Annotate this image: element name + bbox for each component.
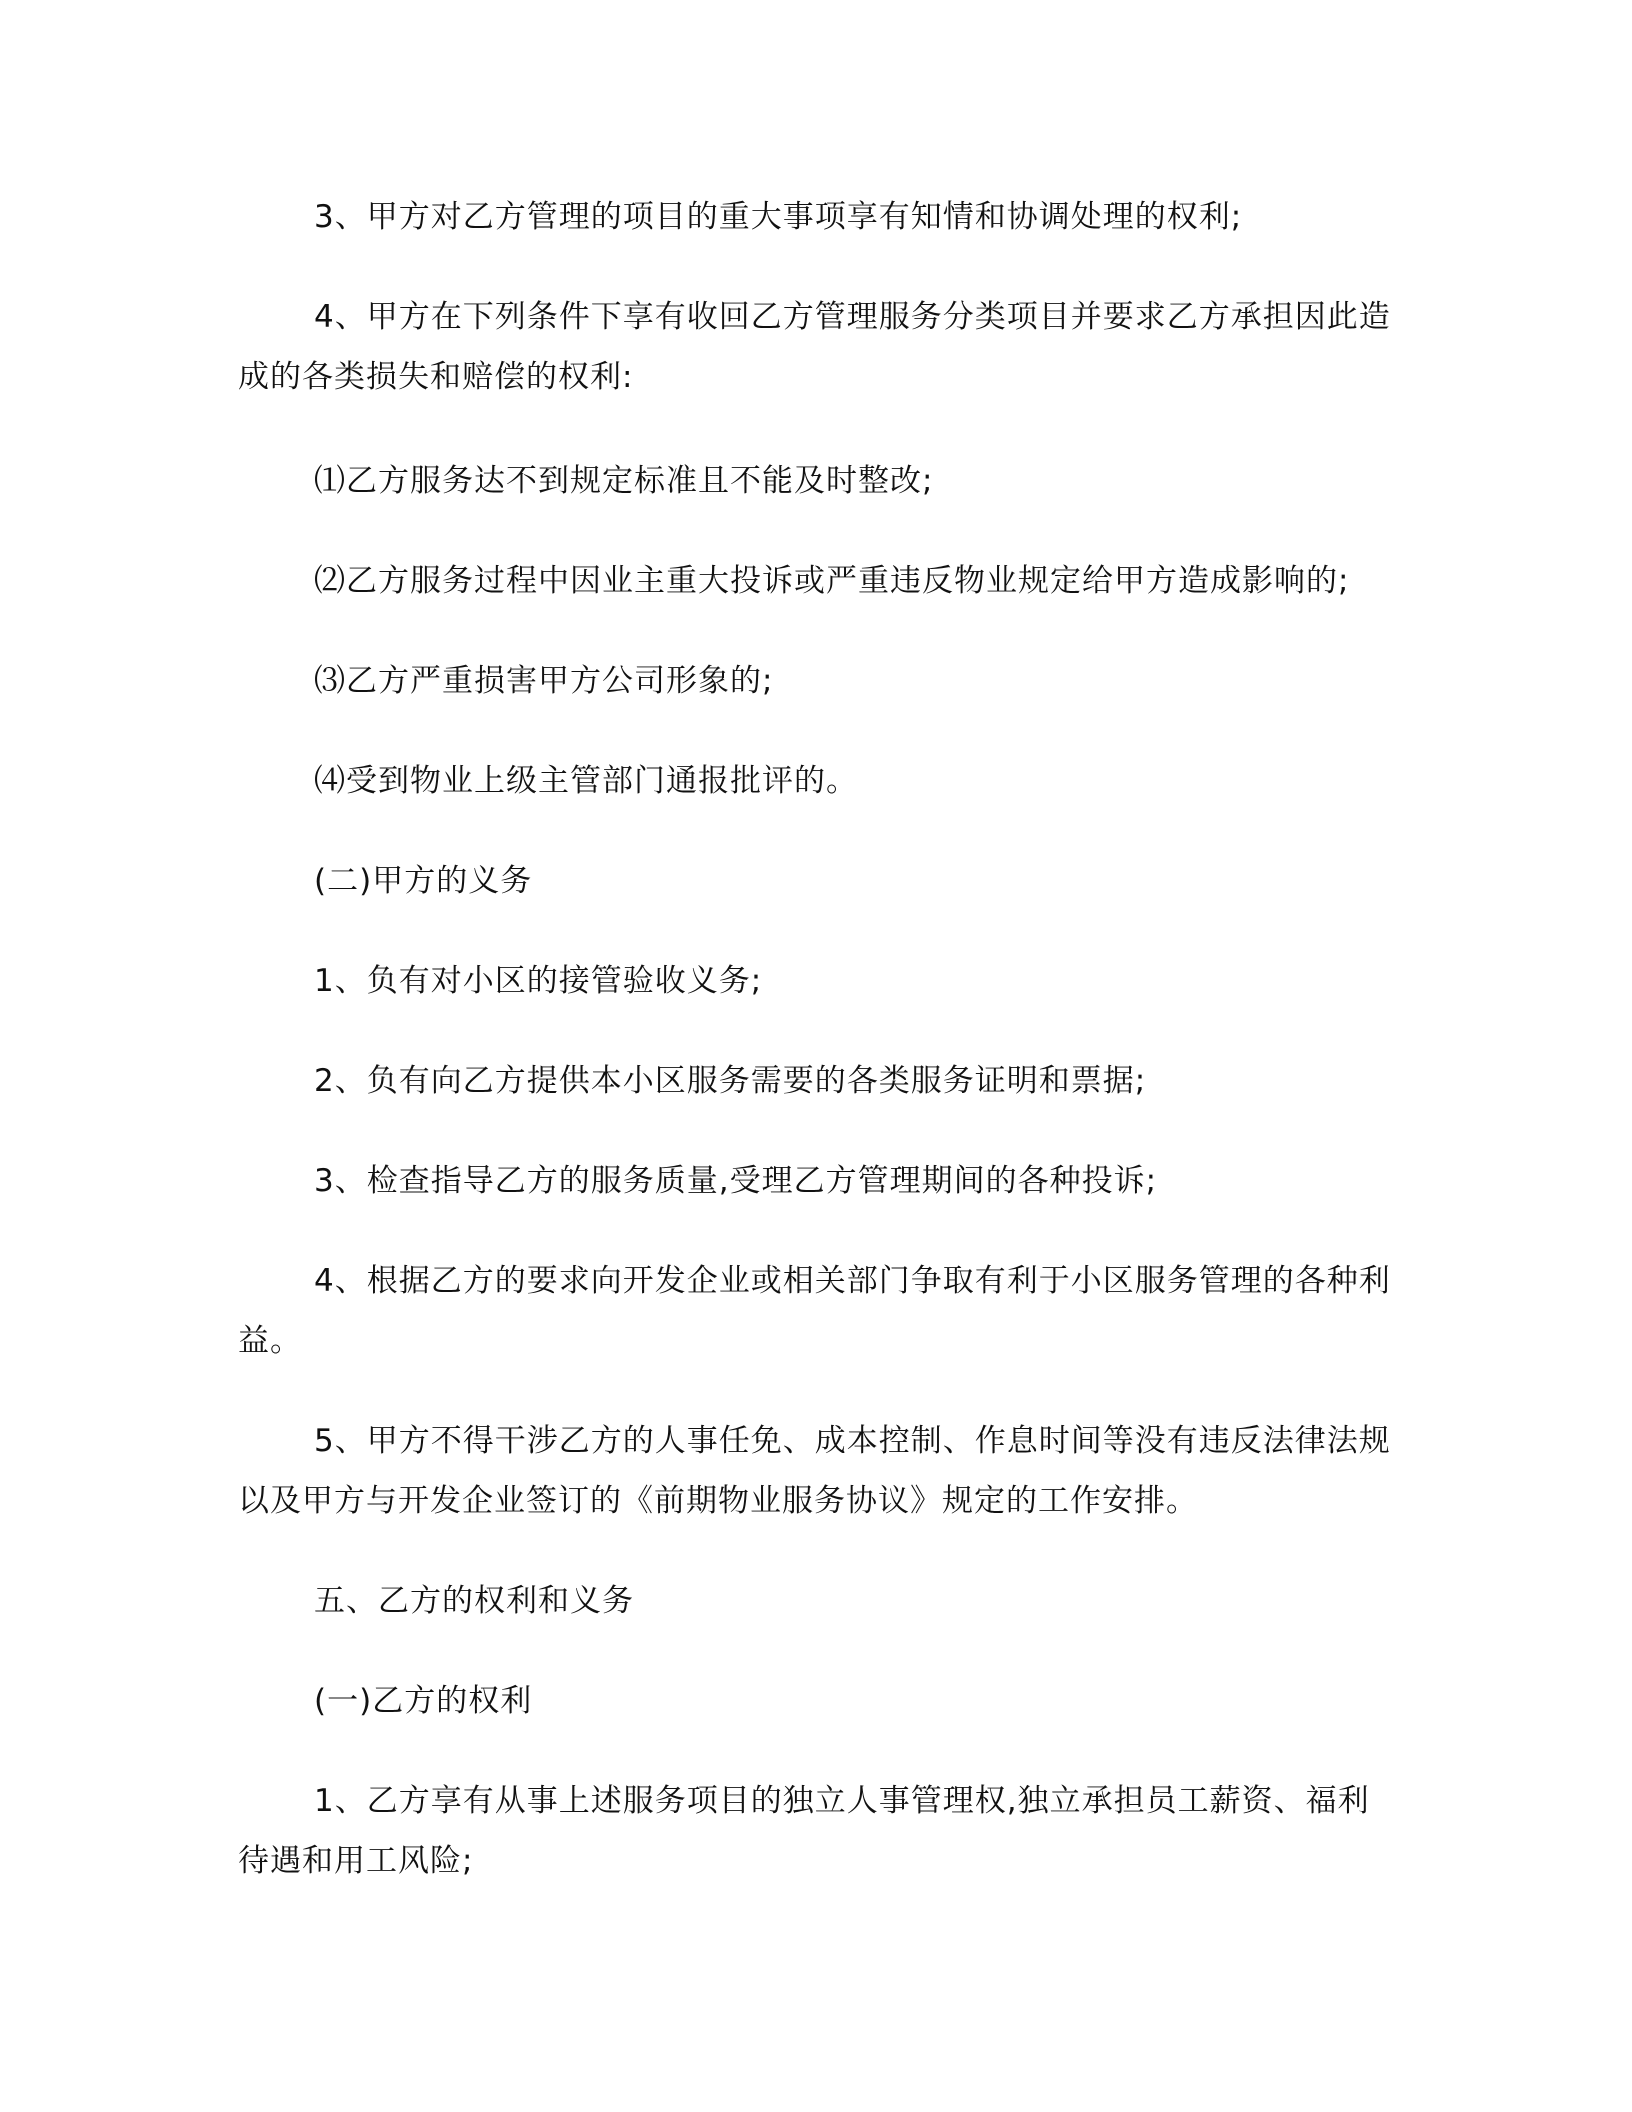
paragraph-line: ⑴乙方服务达不到规定标准且不能及时整改; — [314, 463, 934, 499]
paragraph-obligation-3 — [238, 1150, 1408, 1212]
paragraph-condition-4 — [238, 750, 1408, 812]
paragraph-line: 待遇和用工风险; — [238, 1843, 474, 1879]
paragraph-party-b-right-1 — [238, 1770, 1408, 1892]
paragraph-line: 4、根据乙方的要求向开发企业或相关部门争取有利于小区服务管理的各种利 — [314, 1263, 1391, 1299]
paragraph-line: 2、负有向乙方提供本小区服务需要的各类服务证明和票据; — [314, 1063, 1147, 1099]
paragraph-line: 以及甲方与开发企业签订的《前期物业服务协议》规定的工作安排。 — [238, 1483, 1198, 1519]
paragraph-obligation-4 — [238, 1250, 1408, 1372]
paragraph-line: ⑶乙方严重损害甲方公司形象的; — [314, 663, 774, 699]
paragraph-condition-2 — [238, 550, 1408, 612]
paragraph-line: 1、乙方享有从事上述服务项目的独立人事管理权,独立承担员工薪资、福利 — [314, 1783, 1370, 1819]
paragraph-line: 成的各类损失和赔偿的权利: — [238, 359, 634, 395]
paragraph-line: 3、甲方对乙方管理的项目的重大事项享有知情和协调处理的权利; — [314, 199, 1243, 235]
section-heading-party-b-rights — [238, 1670, 1408, 1732]
paragraph-line: 4、甲方在下列条件下享有收回乙方管理服务分类项目并要求乙方承担因此造 — [314, 299, 1391, 335]
paragraph-line: ⑷受到物业上级主管部门通报批评的。 — [314, 763, 858, 799]
paragraph-obligation-2 — [238, 1050, 1408, 1112]
paragraph-condition-1 — [238, 450, 1408, 512]
paragraph-condition-3 — [238, 650, 1408, 712]
paragraph-line: (一)乙方的权利 — [314, 1683, 533, 1719]
paragraph-line: 益。 — [238, 1323, 302, 1359]
paragraph-right-3 — [238, 186, 1408, 248]
paragraph-obligation-5 — [238, 1410, 1408, 1532]
section-heading-party-a-obligations — [238, 850, 1408, 912]
paragraph-line: 3、检查指导乙方的服务质量,受理乙方管理期间的各种投诉; — [314, 1163, 1158, 1199]
paragraph-line: (二)甲方的义务 — [314, 863, 533, 899]
paragraph-obligation-1 — [238, 950, 1408, 1012]
paragraph-line: 1、负有对小区的接管验收义务; — [314, 963, 763, 999]
paragraph-right-4 — [238, 286, 1408, 408]
paragraph-line: 五、乙方的权利和义务 — [314, 1583, 634, 1619]
paragraph-line: 5、甲方不得干涉乙方的人事任免、成本控制、作息时间等没有违反法律法规 — [314, 1423, 1391, 1459]
section-heading-party-b — [238, 1570, 1408, 1632]
paragraph-line: ⑵乙方服务过程中因业主重大投诉或严重违反物业规定给甲方造成影响的; — [314, 563, 1350, 599]
